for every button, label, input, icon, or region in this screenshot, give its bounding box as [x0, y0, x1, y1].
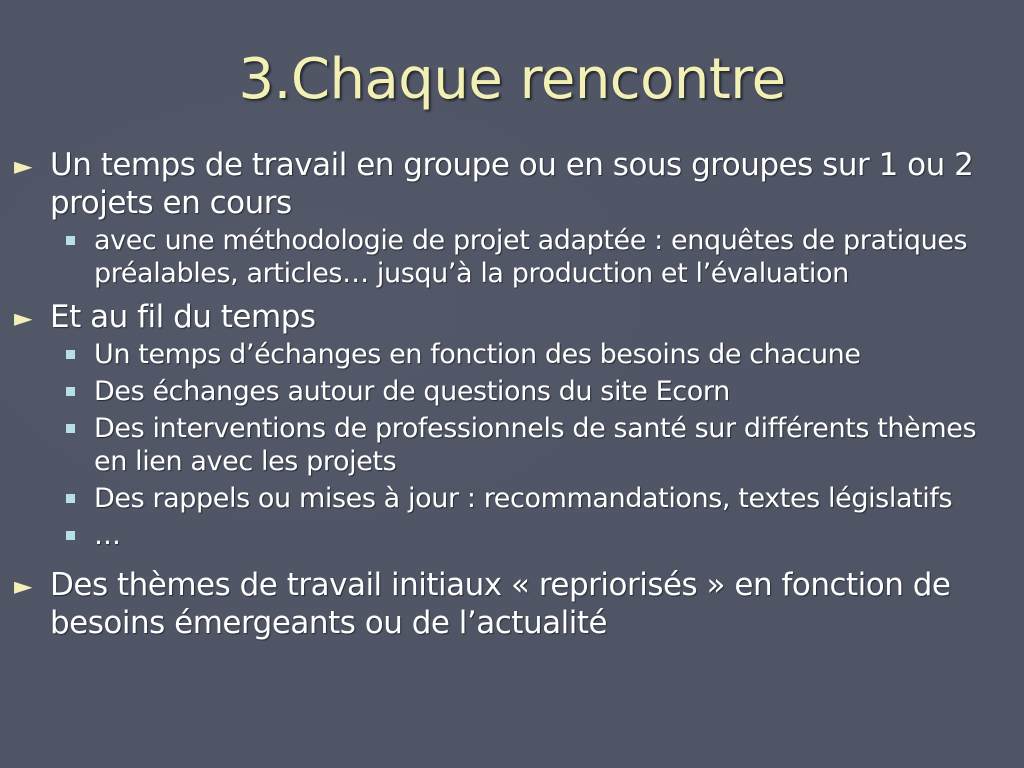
bullet-text: Des thèmes de travail initiaux « repriorisés » en fonction de besoins émergeants ou de l’actualité — [50, 567, 951, 641]
sub-bullet-text: Des rappels ou mises à jour : recommandations, textes législatifs — [94, 483, 953, 514]
bullet-level1 — [14, 298, 1014, 336]
bullet-level1 — [14, 566, 1014, 642]
sub-bullet-text: Des interventions de professionnels de santé sur différents thèmes en lien avec les projets — [94, 413, 977, 477]
bullet-level2 — [14, 519, 1014, 552]
square-bullet-icon — [66, 531, 75, 540]
bullet-level2 — [14, 338, 1014, 371]
slide-body — [14, 146, 1014, 644]
slide-title: 3.Chaque rencontre — [238, 47, 786, 112]
sub-bullet-text: Un temps d’échanges en fonction des besoins de chacune — [94, 339, 861, 370]
square-bullet-icon — [66, 350, 75, 359]
square-bullet-icon — [66, 387, 75, 396]
square-bullet-icon — [66, 424, 75, 433]
sub-bullet-text: Des échanges autour de questions du site Ecorn — [94, 376, 730, 407]
bullet-level2 — [14, 375, 1014, 408]
bullet-level2 — [14, 482, 1014, 515]
triangle-right-icon: ► — [14, 304, 32, 332]
bullet-level2 — [14, 224, 1014, 290]
bullet-text: Et au fil du temps — [50, 299, 316, 335]
bullet-level1 — [14, 146, 1014, 222]
bullet-text: Un temps de travail en groupe ou en sous groupes sur 1 ou 2 projets en cours — [50, 147, 974, 221]
square-bullet-icon — [66, 494, 75, 503]
bullet-level2 — [14, 412, 1014, 478]
square-bullet-icon — [66, 236, 75, 245]
triangle-right-icon: ► — [14, 572, 32, 600]
triangle-right-icon: ► — [14, 152, 32, 180]
sub-bullet-text: … — [94, 520, 121, 551]
sub-bullet-text: avec une méthodologie de projet adaptée : enquêtes de pratiques préalables, articles… jusqu’à la production et l’évaluation — [94, 225, 968, 289]
